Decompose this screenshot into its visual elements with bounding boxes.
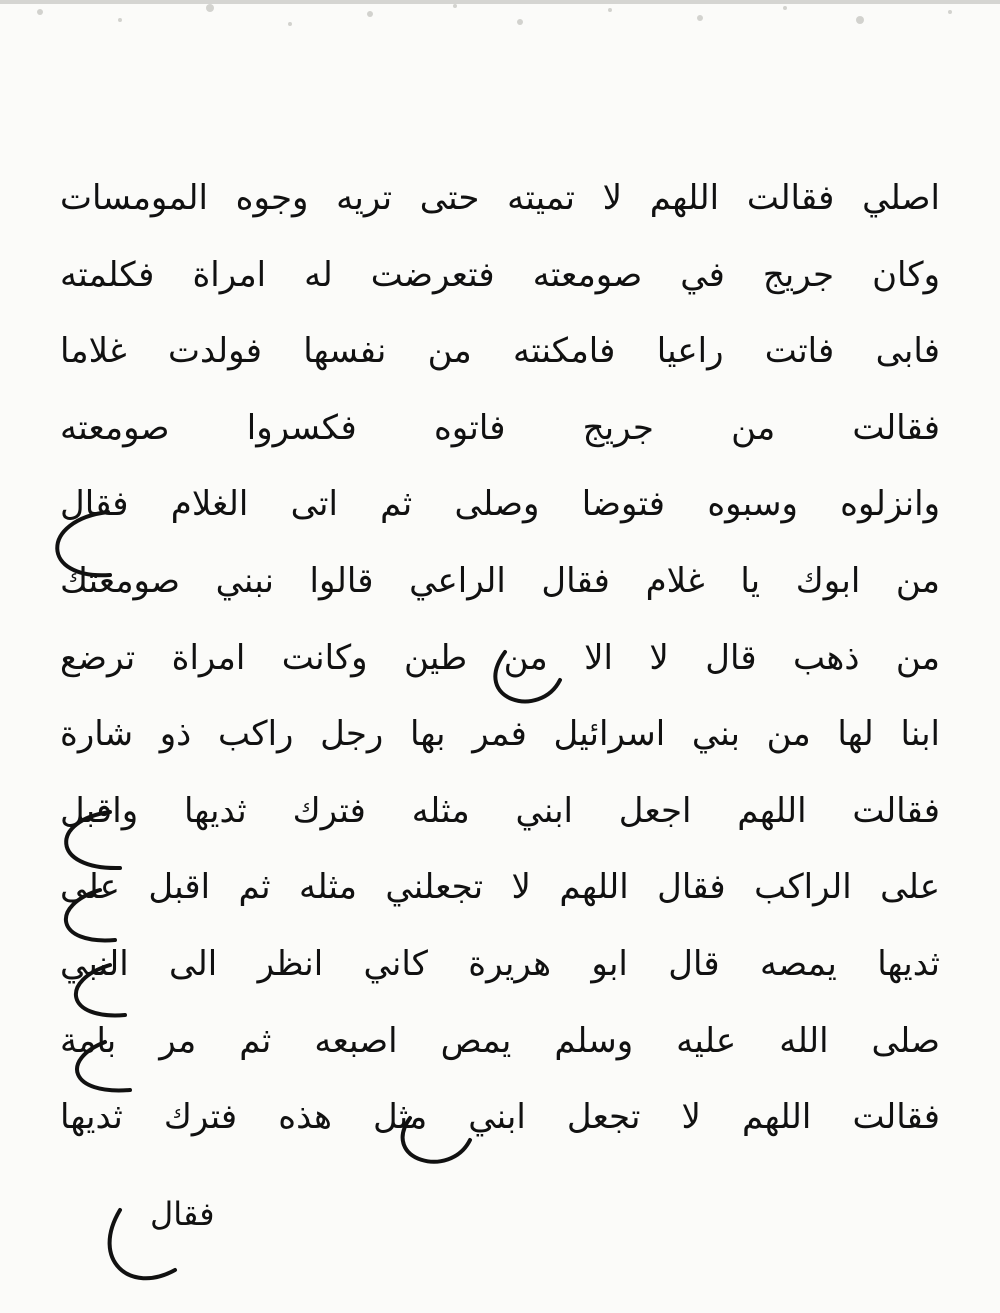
text-line-4: فقالت من جريج فاتوه فكسروا صومعته [60,407,940,448]
manuscript-text [60,160,940,1156]
text-line-1: اصلي فقالت اللهم لا تميته حتى تريه وجوه المومسات [60,178,940,218]
text-line-7: من ذهب قال لا الا من طين وكانت امراة ترضع [60,637,940,678]
text-line-9: فقالت اللهم اجعل ابني مثله فترك ثديها واقبل [60,790,940,831]
text-line-3: فابى فاتت راعيا فامكنته من نفسها فولدت غلاما [60,331,940,372]
text-line-10: على الراكب فقال اللهم لا تجعلني مثله ثم اقبل على [60,867,940,908]
text-line-2: وكان جريج في صومعته فتعرضت له امراة فكلمته [60,254,940,295]
text-line-13: فقالت اللهم لا تجعل ابني مثل هذه فترك ثديها [60,1097,940,1138]
text-line-11: ثديها يمصه قال ابو هريرة كاني انظر الى النبي [60,943,940,984]
catchword: فقال [150,1195,215,1233]
text-line-6: من ابوك يا غلام فقال الراعي قالوا نبني صومعتك [60,560,940,601]
text-line-5: وانزلوه وسبوه فتوضا وصلى ثم اتى الغلام فقال [60,484,940,525]
text-line-8: ابنا لها من بني اسرائيل فمر بها رجل راكب ذو شارة [60,714,940,755]
text-line-12: صلى الله عليه وسلم يمص اصبعه ثم مر بامة [60,1020,940,1061]
page-edge-wear [0,0,1000,60]
